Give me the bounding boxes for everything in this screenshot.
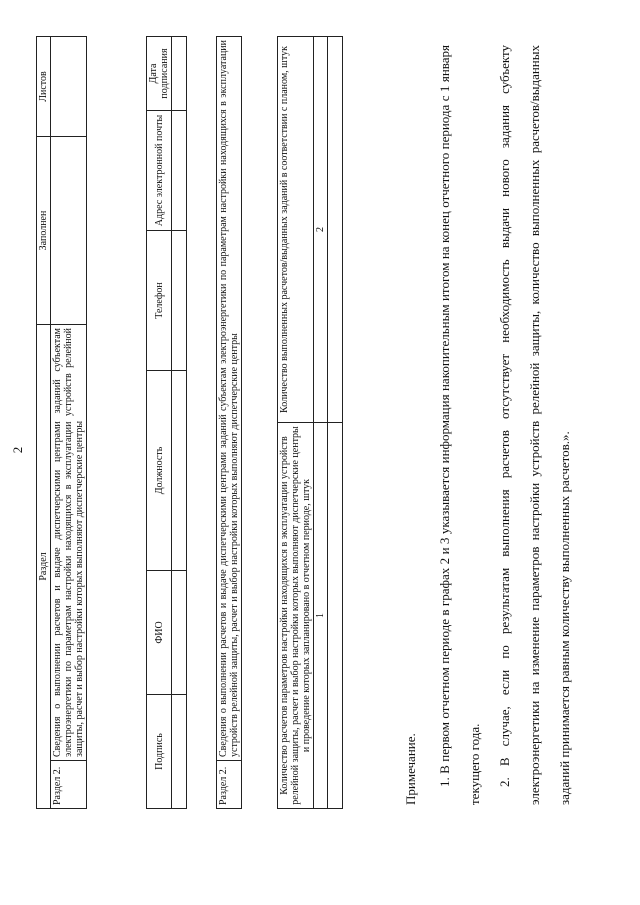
header-section: Раздел xyxy=(37,324,51,808)
header-full-name: ФИО xyxy=(147,571,172,695)
cell-empty xyxy=(172,695,187,809)
section-code: Раздел 2. xyxy=(217,761,242,809)
signatory-table xyxy=(146,36,187,809)
notes-section xyxy=(396,45,580,805)
header-completed-calculations: Количество выполненных расчетов/выданных заданий в соответствии с планом, штук xyxy=(278,37,314,423)
sheets-value xyxy=(51,36,87,136)
cell-empty xyxy=(328,423,343,809)
header-signature: Подпись xyxy=(147,695,172,809)
section-title-table xyxy=(216,36,242,809)
header-sign-date: Дата подписания xyxy=(147,37,172,111)
cell-empty xyxy=(328,37,343,423)
cell-empty xyxy=(172,571,187,695)
header-sheets: Листов xyxy=(37,36,51,136)
table-row xyxy=(51,36,87,808)
cell-empty xyxy=(172,371,187,571)
header-email: Адрес электронной почты xyxy=(147,111,172,231)
table-row xyxy=(328,37,343,809)
column-number: 1 xyxy=(314,423,328,809)
header-row xyxy=(147,37,172,809)
header-position: Должность xyxy=(147,371,172,571)
note-item: 2. В случае, если по результатам выполнения расчетов отсутствует необходимость выдачи нового задания субъекту электроэнергетики на изменение параметров настройки устройств релейной защиты, количество выполненных расчетов/выданных заданий принимается равным количеству выполненных расчетов.». xyxy=(497,45,572,805)
page-number: 2 xyxy=(10,446,25,454)
section-code: Раздел 2. xyxy=(51,761,87,809)
note-item: 1. В первом отчетном периоде в графах 2 и 3 указывается информация накопительным итогом на конец отчетного периода с 1 января текущего года. xyxy=(437,45,482,805)
header-filled: Заполнен xyxy=(37,136,51,324)
section-summary-table xyxy=(36,36,87,809)
calculations-table xyxy=(277,36,343,809)
table-row xyxy=(217,37,242,809)
column-number-row xyxy=(314,37,328,809)
header-row xyxy=(37,36,51,808)
filled-value xyxy=(51,136,87,324)
header-planned-calculations: Количество расчетов параметров настройки находящихся в эксплуатации устройств релейной защиты, расчет и выбор настройки которых выполняют диспетчерские центры и проведение которых запланировано в отчетном периоде, штук xyxy=(278,423,314,809)
notes-title: Примечание. xyxy=(403,733,418,805)
section-description: Сведения о выполнении расчетов и выдаче диспетчерскими центрами заданий субъектам электроэнергетики по параметрам настройки находящихся в эксплуатации устройств релейной защиты, расчет и выбор настройки которых выполняют диспетчерские центры xyxy=(51,324,87,760)
column-number: 2 xyxy=(314,37,328,423)
table-row xyxy=(172,37,187,809)
header-phone: Телефон xyxy=(147,231,172,371)
header-row xyxy=(278,37,314,809)
section-description: Сведения о выполнении расчетов и выдаче диспетчерскими центрами заданий субъектам электроэнергетики по параметрам настройки находящихся в эксплуатации устройств релейной защиты, расчет и выбор настройки которых выполняют диспетчерские центры xyxy=(217,37,242,761)
cell-empty xyxy=(172,231,187,371)
cell-empty xyxy=(172,111,187,231)
cell-empty xyxy=(172,37,187,111)
